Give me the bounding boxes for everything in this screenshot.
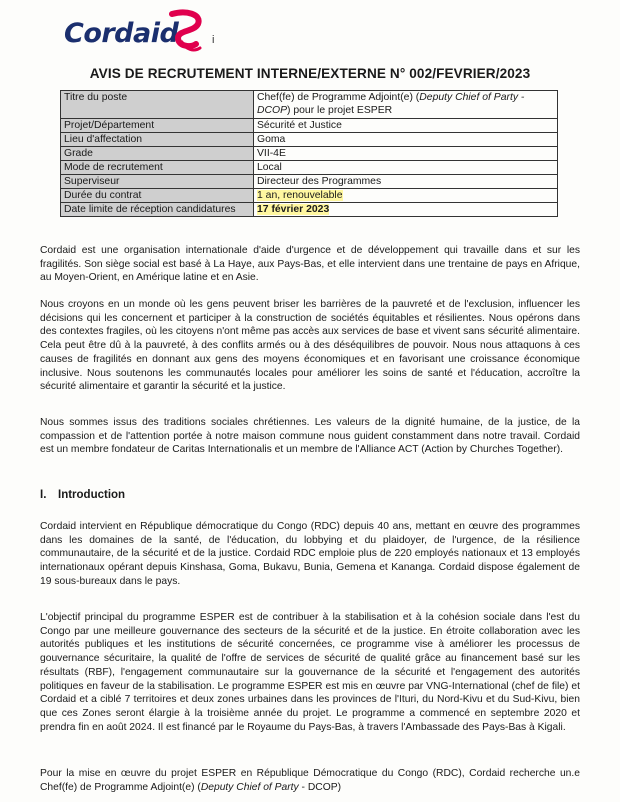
row-value bbox=[254, 203, 558, 217]
table-row bbox=[61, 161, 558, 175]
row-value: VII-4E bbox=[254, 147, 558, 161]
table-row bbox=[61, 147, 558, 161]
section-heading: I. Introduction bbox=[40, 489, 126, 501]
paragraph-values: Nous sommes issus des traditions sociales chrétiennes. Les valeurs de la dignité humaine, de la justice, de la compassion et de l'attention portée à notre maison commune nous guident constamment dans notre travail. Cordaid est un membre fondateur de Caritas Internationalis et un membre de l'Alliance ACT (Action by Churches Together). bbox=[40, 417, 580, 456]
row-value: Directeur des Programmes bbox=[254, 175, 558, 189]
table-row bbox=[61, 91, 558, 119]
page-title: AVIS DE RECRUTEMENT INTERNE/EXTERNE N° 002/FEVRIER/2023 bbox=[89, 66, 531, 81]
cordaid-logo bbox=[64, 8, 244, 58]
row-value-job-title: Chef(fe) de Programme Adjoint(e) (Deputy Chief of Party - DCOP) pour le projet ESPER bbox=[254, 91, 558, 119]
paragraph-about: Cordaid est une organisation internationale d'aide d'urgence et de développement qui travaille dans et sur les fragilités. Son siège social est basé à La Haye, aux Pays-Bas, et elle intervient dans une trentaine de pays en Afrique, au Moyen-Orient, en Amérique latine et en Asie. bbox=[40, 245, 580, 284]
logo-suffix: i bbox=[212, 34, 215, 46]
table-row bbox=[61, 189, 558, 203]
row-value: Local bbox=[254, 161, 558, 175]
cordaid-swirl-icon bbox=[164, 8, 214, 54]
paragraph-introduction: Cordaid intervient en République démocratique du Congo (RDC) depuis 40 ans, mettant en œuvre des programmes dans les domaines de la santé, de l'éducation, du lobbying et du plaidoyer, de l'urgence, de la résilience communautaire, de la sécurité et de la justice. Cordaid RDC emploie plus de 220 employés nationaux et 13 employés internationaux opérant depuis Kinshasa, Goma, Bukavu, Bunia, Gemena et Kananga. Cordaid dispose également de 19 sous-bureaux dans le pays. bbox=[40, 521, 580, 587]
paragraph-esper: L'objectif principal du programme ESPER est de contribuer à la stabilisation et à la cohésion sociale dans l'est du Congo par une meilleure gouvernance des secteurs de la sécurité et de la justice. En étroite collaboration avec les autorités publiques et les institutions de sécurité concernées, ce programme vise à améliorer les processus de gouvernance sécuritaire, la qualité de l'offre de services de sécurité de qualité grâce au financement basé sur les résultats (RBF), l'engagement communautaire sur la gouvernance de la sécurité et l'engagement des autorités politiques en faveur de la stabilisation. Le programme ESPER est mis en œuvre par VNG-International (chef de file) et Cordaid et a ciblé 7 territoires et deux zones urbaines dans les provinces de l'Ituri, du Nord-Kivu et du Sud-Kivu, bien que ces Zones seront élargie à la troisième année du projet. Le programme a commencé en septembre 2020 et prendra fin en août 2024. Il est financé par le Royaume du Pays-Bas, à travers l'Ambassade des Pays-Bas à Kigali. bbox=[40, 612, 580, 733]
job-info-table bbox=[60, 90, 558, 217]
deadline-date: 17 février 2023 bbox=[257, 204, 330, 215]
table-row bbox=[61, 133, 558, 147]
row-value bbox=[254, 189, 558, 203]
row-value: Sécurité et Justice bbox=[254, 119, 558, 133]
table-row bbox=[61, 119, 558, 133]
row-label: Titre du poste bbox=[61, 91, 254, 119]
row-label: Lieu d'affectation bbox=[61, 133, 254, 147]
row-label: Superviseur bbox=[61, 175, 254, 189]
row-label: Projet/Département bbox=[61, 119, 254, 133]
logo-wordmark: Cordaid bbox=[64, 18, 179, 49]
paragraph-mission: Nous croyons en un monde où les gens peuvent briser les barrières de la pauvreté et de l'exclusion, influencer les décisions qui les concernent et participer à la construction de sociétés équitables et résilientes. Nous opérons dans des contextes fragiles, où les citoyens n'ont même pas accès aux services de base et vivent sans sécurité alimentaire. Cela peut être dû à la pauvreté, à des conflits armés ou à des déséquilibres de pouvoir. Nous nous attaquons à ces causes de fragilités en donnant aux gens des moyens économiques et en favorisant une croissance économique inclusive. Nous soutenons les communautés locales pour améliorer les soins de santé et l'éducation, accroître la sécurité alimentaire et garantir la sécurité et la justice. bbox=[40, 299, 580, 393]
row-label: Mode de recrutement bbox=[61, 161, 254, 175]
row-label: Date limite de réception candidatures bbox=[61, 203, 254, 217]
row-label: Grade bbox=[61, 147, 254, 161]
row-label: Durée du contrat bbox=[61, 189, 254, 203]
table-row bbox=[61, 203, 558, 217]
row-value: Goma bbox=[254, 133, 558, 147]
contract-duration: 1 an, renouvelable bbox=[257, 190, 343, 201]
table-row bbox=[61, 175, 558, 189]
paragraph-recruitment: Pour la mise en œuvre du projet ESPER en République Démocratique du Congo (RDC), Cordaid recherche un.e Chef(fe) de Programme Adjoint(e) (Deputy Chief of Party - DCOP) bbox=[40, 768, 580, 793]
